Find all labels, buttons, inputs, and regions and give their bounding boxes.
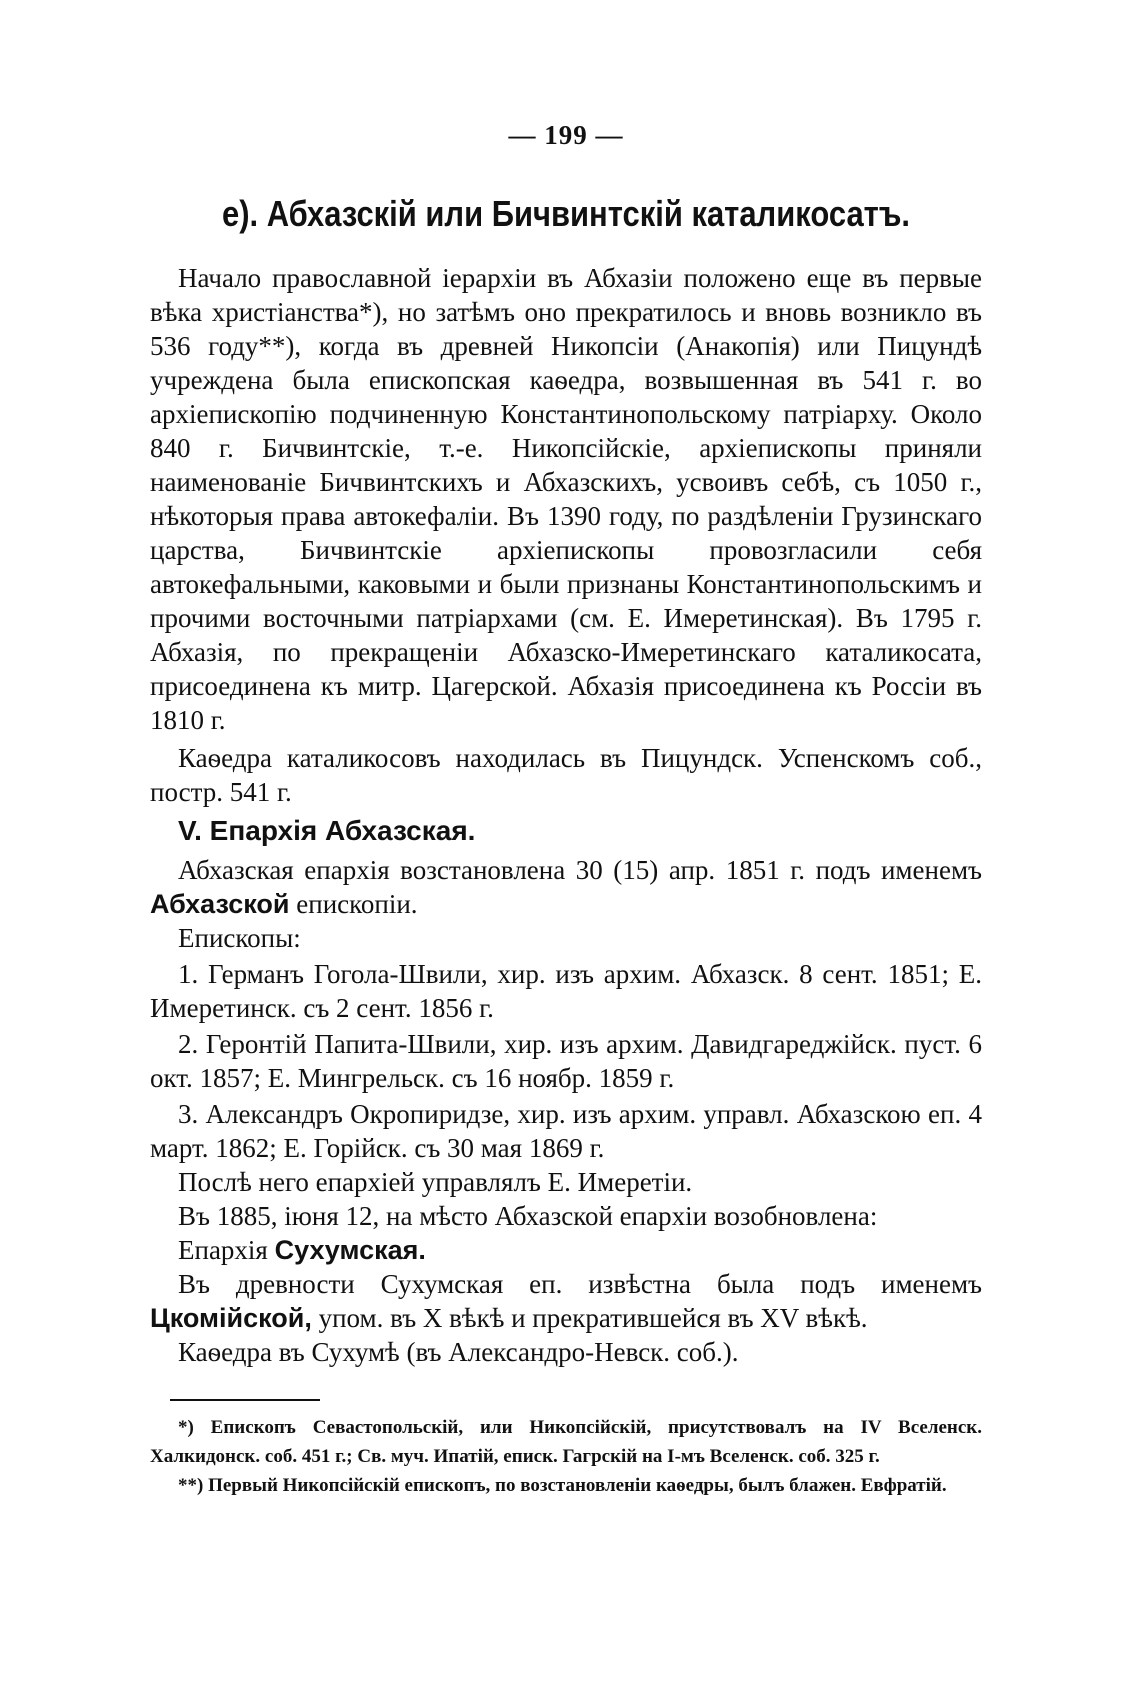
eparchy-text-2: епископіи. — [296, 889, 418, 919]
renewal-line: Въ 1885, іюня 12, на мѣсто Абхазской епархіи возобновлена: — [178, 1201, 878, 1231]
eparchy-bold-name: Абхазской — [150, 889, 290, 919]
antiquity-paragraph — [150, 1267, 982, 1335]
footnote-divider — [170, 1399, 320, 1401]
bishops-label: Епископы: — [178, 923, 301, 953]
intro-paragraph: Начало православной іерархіи въ Абхазіи положено еще въ первые вѣка христіанства*), но затѣмъ оно прекратилось и вновь возникло въ 536 году**), когда въ древней Никопсіи (Анакопія) или Пицундѣ учреждена была епископская каѳедра, возвышенная въ 541 г. во архіепископію подчиненную Константинопольскому патріарху. Около 840 г. Бичвинтскіе, т.-е. Никопсійскіе, архіепископы приняли наименованіе Бичвинтскихъ и Абхазскихъ, усвоивъ себѣ, съ 1050 г., нѣкоторыя права автокефаліи. Въ 1390 году, по раздѣленіи Грузинскаго царства, Бичвинтскіе архіепископы провозгласили себя автокефальными, каковыми и были признаны Константинопольскимъ и прочими восточными патріархами (см. Е. Имеретинская). Въ 1795 г. Абхазія, по прекращеніи Абхазско-Имеретинскаго каталикосата, присоединена къ митр. Цагерской. Абхазія присоединена къ Россіи въ 1810 г. — [150, 263, 982, 735]
antiquity-text-1: Въ древности Сухумская еп. извѣстна была подъ именемъ — [178, 1269, 982, 1299]
sukhum-name: Сухумская. — [274, 1235, 426, 1265]
sukhum-prefix: Епархія — [178, 1235, 268, 1265]
footnote-1: *) Епископъ Севастопольскій, или Никопсійскій, присутствовалъ на IV Вселенск. Халкидонск. соб. 451 г.; Св. муч. Ипатій, еписк. Гагрскій на I-мъ Вселенск. соб. 325 г. — [150, 1417, 982, 1467]
sukhum-cathedra-line: Каѳедра въ Сухумѣ (въ Александро-Невск. соб.). — [178, 1337, 739, 1367]
antiquity-text-2: упом. въ X вѣкѣ и прекратившейся въ XV вѣкѣ. — [318, 1303, 868, 1333]
footnote-2: **) Первый Никопсійскій епископъ, по возстановленіи каѳедры, былъ блажен. Евфратій. — [178, 1475, 947, 1496]
antiquity-bold-name: Цкомійской, — [150, 1303, 312, 1333]
after-line: Послѣ него епархіей управлялъ Е. Имеретіи. — [178, 1167, 693, 1197]
cathedra-paragraph: Каѳедра каталикосовъ находилась въ Пицундск. Успенскомъ соб., постр. 541 г. — [150, 743, 982, 807]
sukhum-eparchy-heading — [150, 1233, 982, 1267]
eparchy-text-1: Абхазская епархія возстановлена 30 (15) апр. 1851 г. подъ именемъ — [178, 855, 982, 885]
eparchy-restoration-paragraph — [150, 853, 982, 921]
book-page — [150, 120, 982, 1500]
bishop-entry-1: 1. Германъ Гогола-Швили, хир. изъ архим. Абхазск. 8 сент. 1851; Е. Имеретинск. съ 2 сент. 1856 г. — [150, 959, 982, 1023]
section-title: е). Абхазскій или Бичвинтскій каталикосатъ. — [221, 193, 910, 234]
bishop-entry-2: 2. Геронтій Папита-Швили, хир. изъ архим. Давидгареджійск. пуст. 6 окт. 1857; Е. Мингрельск. съ 16 ноябр. 1859 г. — [150, 1029, 982, 1093]
eparchy-heading: V. Епархія Абхазская. — [178, 815, 476, 846]
bishop-entry-3: 3. Александръ Окропиридзе, хир. изъ архим. управл. Абхазскою еп. 4 март. 1862; Е. Горійск. съ 30 мая 1869 г. — [150, 1099, 982, 1163]
page-number: — 199 — — [508, 120, 624, 150]
